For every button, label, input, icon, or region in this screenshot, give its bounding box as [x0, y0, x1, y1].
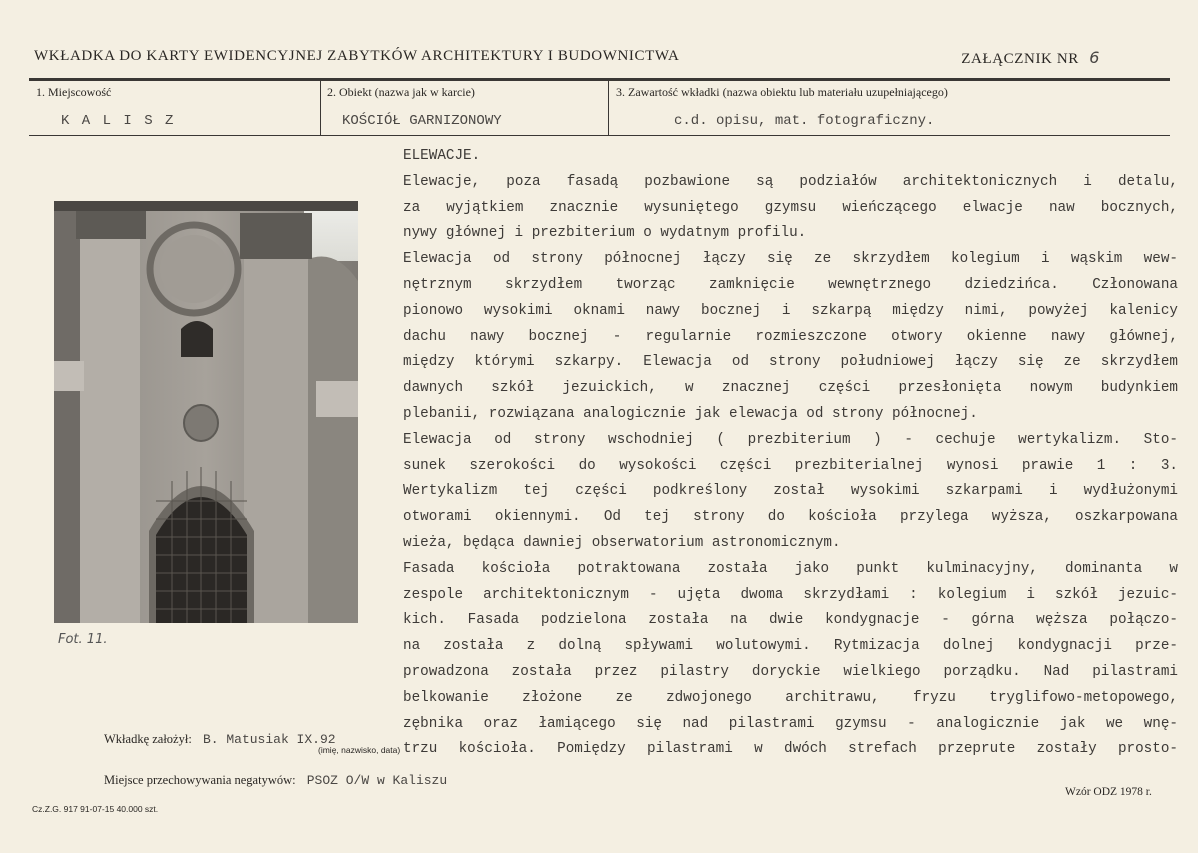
text-line: trzu kościoła. Pomiędzy pilastrami w dwóch strefach przeprute zostały prosto- [403, 741, 1178, 758]
text-line: zębnika oraz łamiącego się nad pilastrami gzymsu - analogicznie jak we wnę- [403, 715, 1178, 732]
negatives-row [104, 773, 447, 788]
author-label: Wkładkę założył: [104, 732, 192, 746]
object-label: 2. Obiekt (nazwa jak w karcie) [327, 85, 475, 99]
text-line: sunek szerokości do wysokości części prezbiterialnej wynosi prawie 1 : 3. [403, 457, 1178, 474]
form-model: Wzór ODZ 1978 r. [1065, 786, 1152, 798]
description-text [403, 144, 1178, 763]
field-divider-2 [608, 79, 609, 136]
print-info: Cz.Z.G. 917 91-07-15 40.000 szt. [32, 804, 159, 814]
contents-value: c.d. opisu, mat. fotograficzny. [674, 113, 935, 129]
text-line: kich. Fasada podzielona została na dwie kondygnacje - górna węższa połączo- [403, 612, 1178, 629]
author-hint: (imię, nazwisko, data) [318, 745, 401, 755]
text-line: pionowo wysokimi oknami nawy bocznej i szkarpą między nimi, powyżej kalenicy [403, 302, 1178, 319]
church-facade-photo [54, 201, 358, 623]
annex-label: ZAŁĄCZNIK NR [961, 51, 1079, 67]
text-line: plebanii, rozwiązana analogicznie jak elewacja od strony północnej. [403, 405, 978, 422]
negatives-label: Miejsce przechowywania negatywów: [104, 773, 296, 787]
locality-value: K A L I S Z [61, 113, 176, 129]
author-value: B. Matusiak IX.92 [202, 732, 336, 747]
fields-rule-bottom [29, 135, 1170, 136]
text-line: dachu nawy bocznej - regularnie rozmieszczone otwory okienne nawy głównej, [403, 328, 1178, 345]
text-line: belkowanie złożone ze zdwojonego architrawu, fryzu tryglifowo-metopowego, [403, 689, 1178, 706]
text-line: Elewacja od strony północnej łączy się ze skrzydłem kolegium i wąskim wew- [403, 251, 1178, 268]
object-value: KOŚCIÓŁ GARNIZONOWY [342, 113, 502, 129]
contents-label: 3. Zawartość wkładki (nazwa obiektu lub materiału uzupełniającego) [616, 85, 948, 99]
text-line: Elewacje, poza fasadą pozbawione są podziałów architektonicznych i detalu, [403, 173, 1178, 190]
text-line: Wertykalizm tej części podkreślony został wysokimi szkarpami i wydłużonymi [403, 483, 1178, 500]
form-title: WKŁADKA DO KARTY EWIDENCYJNEJ ZABYTKÓW ARCHITEKTURY I BUDOWNICTWA [34, 48, 680, 64]
author-row [104, 732, 336, 747]
text-line: dawnych szkół jezuickich, w znacznej części przesłonięta nowym budynkiem [403, 380, 1178, 397]
text-line: wieża, będąca dawniej obserwatorium astronomicznym. [403, 534, 841, 551]
text-line: na została z dolną spływami wolutowymi. Rytmizacja dolnej kondygnacji prze- [403, 638, 1178, 655]
annex-number [961, 48, 1100, 68]
header-rule-top [29, 78, 1170, 81]
negatives-value: PSOZ O/W w Kaliszu [306, 773, 448, 788]
text-line: zespole architektonicznym - ujęta dwoma skrzydłami : kolegium i szkół jezuic- [403, 586, 1178, 603]
locality-label: 1. Miejscowość [36, 85, 112, 99]
annex-number-value: 6 [1089, 48, 1100, 67]
field-divider-1 [320, 79, 321, 136]
text-line: Elewacja od strony wschodniej ( prezbiterium ) - cechuje wertykalizm. Sto- [403, 431, 1178, 448]
text-line: za wyjątkiem znacznie wysuniętego gzymsu wieńczącego elwacje naw bocznych, [403, 199, 1178, 216]
text-line: otworami okiennymi. Od tej strony do kościoła przylega wyższa, oszkarpowana [403, 509, 1178, 526]
text-line: nętrznym skrzydłem tworząc zamknięcie wewnętrznego dziedzińca. Członowana [403, 276, 1178, 293]
text-line: nywy głównej i prezbiterium o wydatnym profilu. [403, 225, 807, 242]
text-line: między którymi szkarpy. Elewacja od strony południowej łączy się ze skrzydłem [403, 354, 1178, 371]
text-line: prowadzona została przez pilastry doryckie wielkiego porządku. Nad pilastrami [403, 663, 1178, 680]
text-line: Fasada kościoła potraktowana została jako punkt kulminacyjny, dominanta w [403, 560, 1178, 577]
photo-caption: Fot. 11. [58, 632, 108, 647]
text-line: ELEWACJE. [403, 148, 481, 164]
